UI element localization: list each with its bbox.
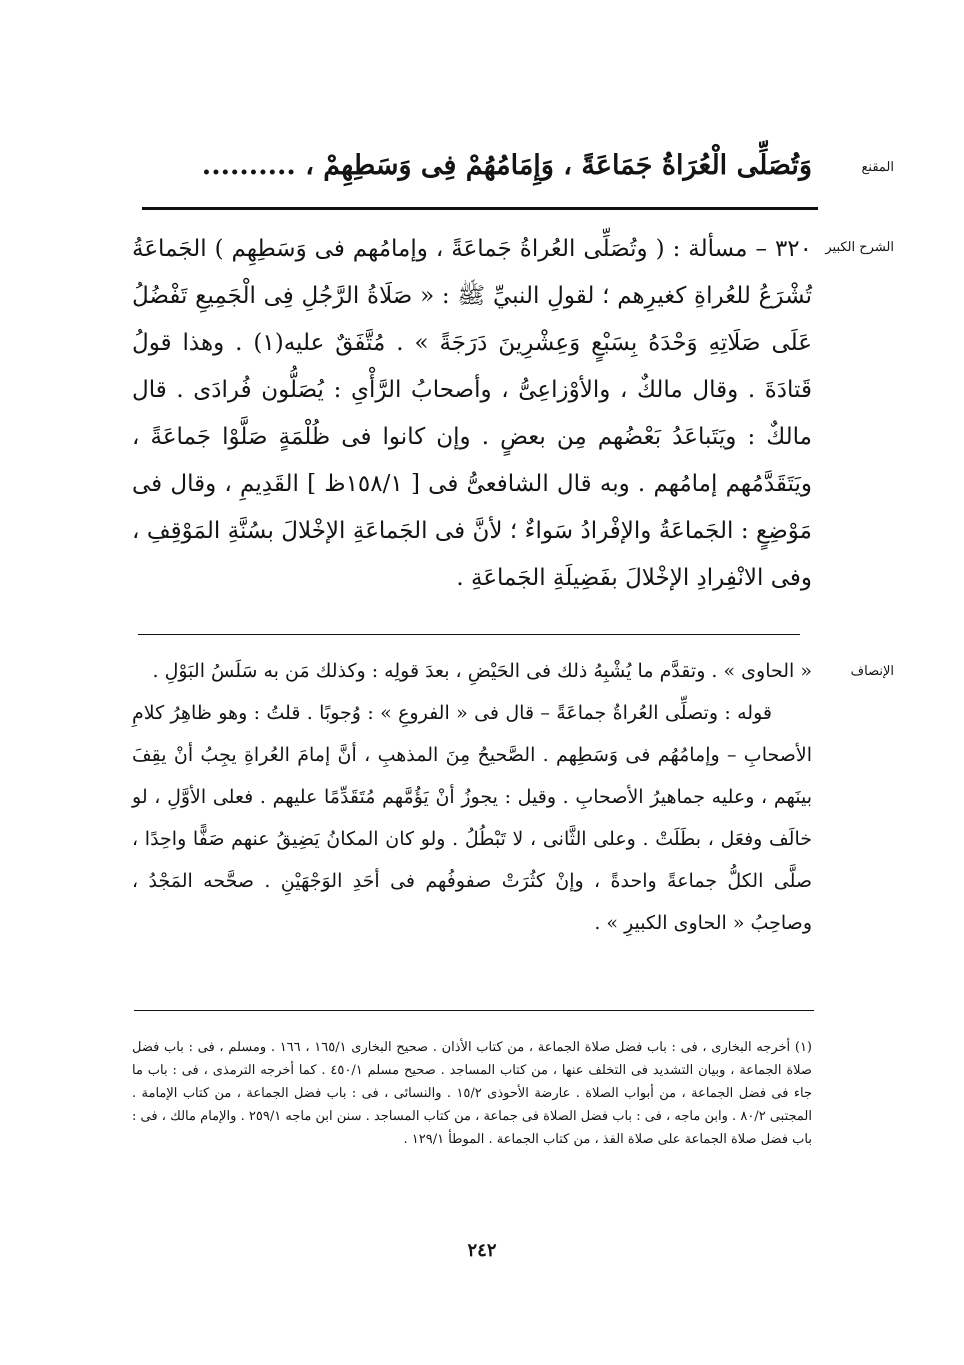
matn-text: وَتُصَلِّى الْعُرَاةُ جَمَاعَةً ، وَإِمَامُهُمْ فِى وَسَطِهِمْ ، ..........: [201, 150, 812, 181]
footnote: [132, 1036, 812, 1151]
insaf-text: [132, 650, 812, 944]
insaf-paragraph-1: « الحاوى » . وتقدَّم ما يُشْبِهُ ذلك فى الحَيْضِ ، بعدَ قولِه : وكذلك مَن به سَلَسُ البَوْلِ .: [152, 660, 812, 682]
matn-divider: [142, 207, 818, 210]
sharh-divider: [138, 634, 800, 635]
insaf-paragraph-2: قوله : وتصلِّى العُراةُ جماعَةً – قال فى « الفروعِ » : وُجوبًا . قلتُ : وهو ظاهِرُ كلامِ الأصحابِ – وإمامُهُم فى وَسَطِهم . الصَّحيحُ مِنَ المذهبِ ، أنَّ إمامَ العُراةِ يجِبُ أنْ يقِفَ بينَهم ، وعليه جماهيرُ الأصحابِ . وقيل : يجوزُ أنْ يَؤُمَّهم مُتَقَدِّمًا عليهم . فعلى الأوَّلِ ، لو خالَف وفعَل ، بطَلَتْ . وعلى الثَّانى ، لا تَبْطُلُ . ولو كان المكانُ يَضِيقُ عنهم صَفًّا واحِدًا ، صلَّى الكلُّ جماعةً واحدةً ، وإنْ كثُرَتْ صفوفُهم فى أحَدِ الوَجْهَيْنِ . صحَّحه المَجْدُ ، وصاحِبُ « الحاوى الكبيرِ » .: [132, 702, 812, 934]
sharh-text: [132, 226, 812, 602]
sharh-paragraph: ٣٢٠ – مسألة : ( وتُصَلِّى العُراةُ جَماعَةً ، وإمامُهم فى وَسَطِهِم ) الجَماعَةُ تُشْرَعُ للعُراةِ كغيرِهم ؛ لقولِ النبيِّ ﷺ : « صَلَاةُ الرَّجُلِ فِى الْجَمِيعِ تَفْضُلُ عَلَى صَلَاتِهِ وَحْدَهُ بِسَبْعٍ وَعِشْرِينَ دَرَجَةً » . مُتَّفَقٌ عليه(١) . وهذا قولُ قَتادَةَ . وقال مالكٌ ، والأوْزاعِىُّ ، وأصحابُ الرَّأْىِ : يُصَلُّون فُرادَى . قال مالكٌ : ويَتَباعَدُ بَعْضُهم مِن بعضٍ . وإن كانوا فى ظُلْمَةٍ صَلَّوْا جَماعَةً ، ويَتَقَدَّمُهم إمامُهم . وبه قال الشافعىُّ فى [ ١٥٨/١ظ ] القَدِيمِ ، وقال فى مَوْضِعٍ : الجَماعَةُ والإفْرادُ سَواءٌ ؛ لأنَّ فى الجَماعَةِ الإخْلالَ بسُنَّةِ المَوْقِفِ ، وفى الانْفِرادِ الإخْلالَ بفَضِيلَةِ الجَماعَةِ .: [132, 236, 812, 591]
matn-label: المقنع: [861, 160, 894, 175]
footnote-divider: [134, 1010, 814, 1011]
footnote-text: (١) أخرجه البخارى ، فى : باب فضل صلاة الجماعة ، من كتاب الأذان . صحيح البخارى ١٦٥/١ ، ١٦٦ . ومسلم ، فى : باب فضل صلاة الجماعة ، وبيان التشديد فى التخلف عنها ، من كتاب المساجد . صحيح مسلم ٤٥٠/١ . كما أخرجه الترمذى ، فى : باب ما جاء فى فضل الجماعة ، من أبواب الصلاة . عارضة الأحوذى ١٥/٢ . والنسائى ، فى : باب فضل الجماعة ، من كتاب الإمامة . المجتبى ٨٠/٢ . وابن ماجه ، فى : باب فضل الصلاة فى جماعة ، من كتاب المساجد . سنن ابن ماجه ٢٥٩/١ . والإمام مالك ، فى : باب فضل صلاة الجماعة على صلاة الفذ ، من كتاب الجماعة . الموطأ ١٢٩/١ .: [132, 1040, 813, 1147]
sharh-label: الشرح الكبير: [825, 240, 894, 255]
insaf-label: الإنصاف: [850, 664, 894, 679]
page-number: ٢٤٢: [467, 1240, 497, 1261]
